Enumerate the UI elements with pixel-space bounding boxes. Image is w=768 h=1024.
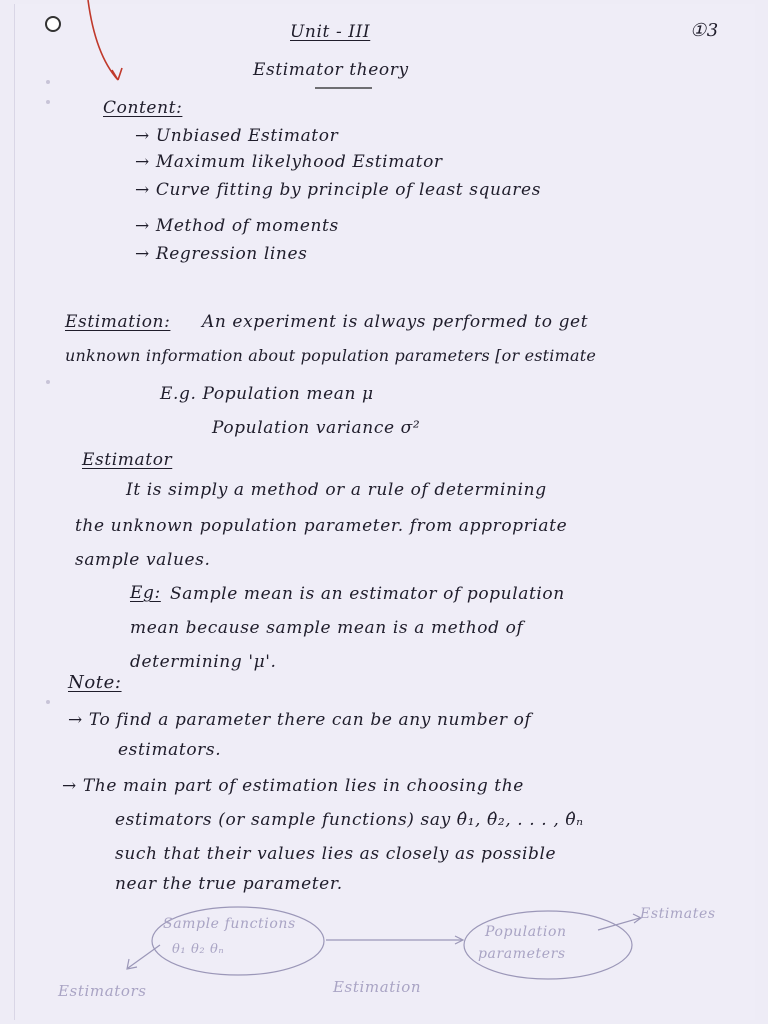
content-item: → Unbiased Estimator — [135, 126, 339, 146]
content-item: → Maximum likelyhood Estimator — [135, 152, 443, 172]
estimator-example-label: Eg: — [130, 583, 161, 603]
estimator-example: determining 'μ'. — [130, 652, 277, 672]
content-item: → Regression lines — [135, 244, 308, 264]
population-parameters-oval — [464, 911, 632, 979]
content-item: → Curve fitting by principle of least squares — [135, 180, 542, 200]
estimator-example: mean because sample mean is a method of — [130, 618, 524, 638]
estimator-heading: Estimator — [82, 450, 173, 470]
diagram-box2-label: Population — [485, 924, 567, 940]
diagram-estimators-label: Estimators — [58, 982, 147, 1000]
content-heading: Content: — [103, 98, 183, 118]
content-item: → Method of moments — [135, 216, 339, 236]
estimator-example: Sample mean is an estimator of population — [170, 584, 565, 604]
estimation-text: unknown information about population parameters [or estimate — [65, 346, 597, 365]
red-margin-stroke — [88, 0, 122, 80]
note-heading: Note: — [68, 672, 122, 693]
diagram-box1-symbols: θ₁ θ₂ θₙ — [172, 942, 225, 957]
note-point: such that their values lies as closely as possible — [115, 844, 557, 864]
note-point: estimators. — [118, 740, 222, 760]
page-title: Estimator theory — [253, 60, 409, 80]
diagram-estimation-label: Estimation — [333, 978, 422, 996]
estimation-example: Population variance σ² — [212, 418, 421, 438]
page-number: ①3 — [690, 20, 719, 41]
note-point: → To find a parameter there can be any number of — [68, 710, 532, 730]
estimator-text: It is simply a method or a rule of determining — [126, 480, 547, 500]
estimator-text: the unknown population parameter. from appropriate — [75, 516, 568, 536]
estimation-example: E.g. Population mean μ — [160, 384, 374, 404]
note-point: → The main part of estimation lies in choosing the — [62, 776, 524, 796]
note-point: near the true parameter. — [115, 874, 343, 894]
diagram-box1-label: Sample functions — [163, 916, 296, 932]
diagram-estimates-label: Estimates — [640, 906, 716, 922]
note-point: estimators (or sample functions) say θ̂₁, θ̂₂, . . . , θ̂ₙ — [115, 810, 584, 830]
estimators-arrow — [127, 945, 160, 969]
unit-heading: Unit - III — [290, 22, 371, 42]
estimator-text: sample values. — [75, 550, 211, 570]
estimation-text: An experiment is always performed to get — [202, 312, 589, 332]
estimation-term: Estimation: — [65, 312, 171, 332]
diagram-box2-label: parameters — [478, 946, 566, 962]
